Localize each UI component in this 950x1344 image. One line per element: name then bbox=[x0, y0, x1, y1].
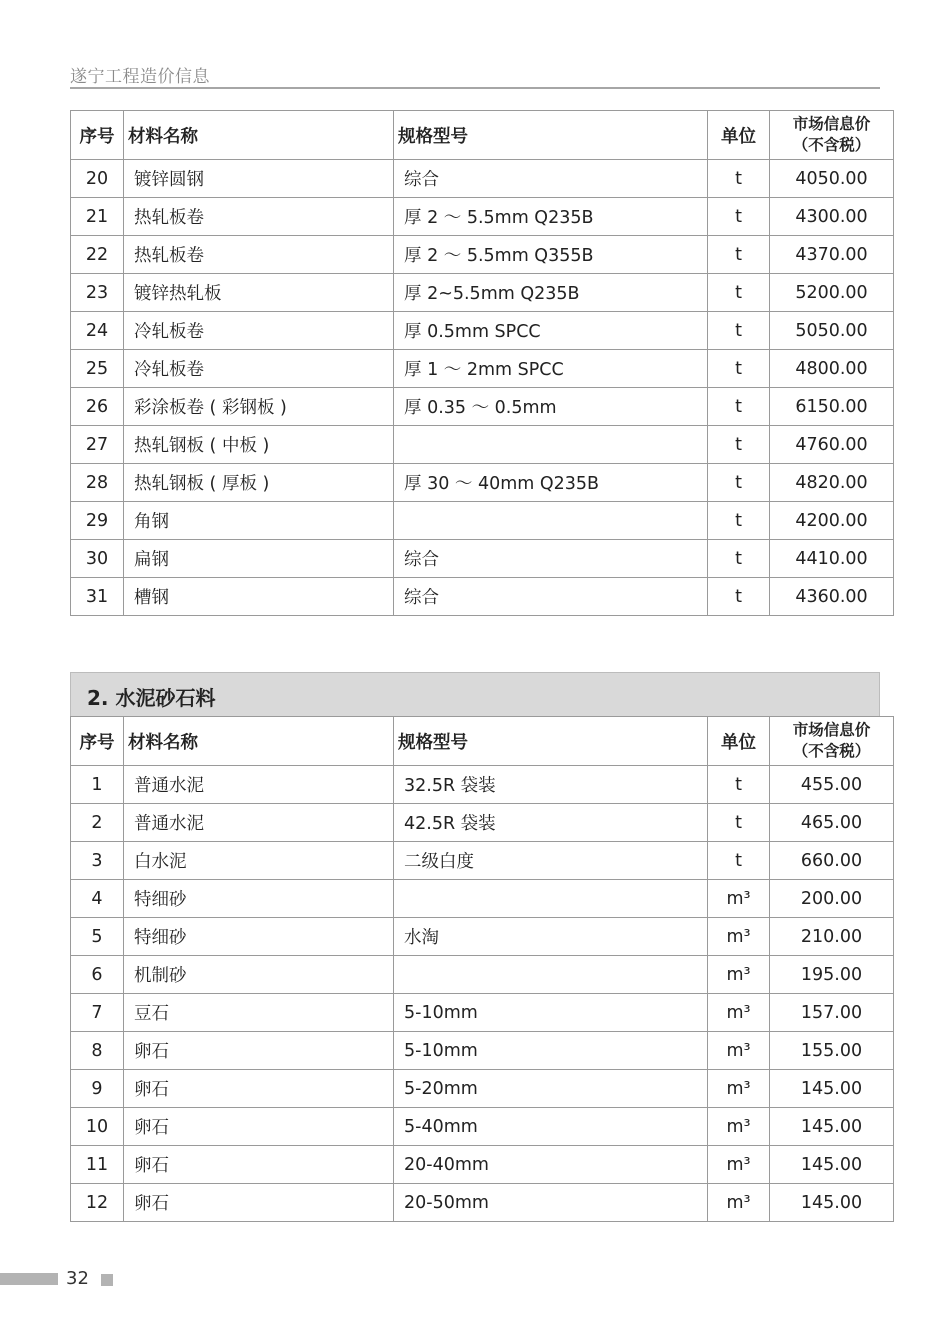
cell-material-name: 热轧板卷 bbox=[124, 198, 394, 236]
cell-spec: 20-40mm bbox=[394, 1146, 708, 1184]
cell-unit: m³ bbox=[708, 994, 770, 1032]
column-header-name: 材料名称 bbox=[124, 717, 394, 766]
cell-no: 7 bbox=[71, 994, 124, 1032]
cell-material-name: 冷轧板卷 bbox=[124, 350, 394, 388]
cell-spec bbox=[394, 502, 708, 540]
cell-material-name: 扁钢 bbox=[124, 540, 394, 578]
cell-no: 30 bbox=[71, 540, 124, 578]
cell-unit: m³ bbox=[708, 1032, 770, 1070]
column-header-spec: 规格型号 bbox=[394, 717, 708, 766]
cell-spec bbox=[394, 956, 708, 994]
table-header-row bbox=[71, 717, 894, 766]
table-row bbox=[71, 956, 894, 994]
table-row bbox=[71, 198, 894, 236]
cell-no: 12 bbox=[71, 1184, 124, 1222]
column-header-no: 序号 bbox=[71, 111, 124, 160]
cell-price: 4410.00 bbox=[770, 540, 894, 578]
table-row bbox=[71, 350, 894, 388]
cell-no: 21 bbox=[71, 198, 124, 236]
cell-no: 5 bbox=[71, 918, 124, 956]
table-row bbox=[71, 312, 894, 350]
cell-no: 24 bbox=[71, 312, 124, 350]
table-header-row bbox=[71, 111, 894, 160]
cell-no: 31 bbox=[71, 578, 124, 616]
cell-unit: m³ bbox=[708, 1108, 770, 1146]
cell-material-name: 普通水泥 bbox=[124, 804, 394, 842]
table-row bbox=[71, 842, 894, 880]
cell-material-name: 冷轧板卷 bbox=[124, 312, 394, 350]
cell-price: 455.00 bbox=[770, 766, 894, 804]
cell-unit: m³ bbox=[708, 918, 770, 956]
cell-material-name: 热轧板卷 bbox=[124, 236, 394, 274]
column-header-price bbox=[770, 717, 894, 766]
cell-spec: 厚 0.35 ～ 0.5mm bbox=[394, 388, 708, 426]
cell-spec: 厚 1 ～ 2mm SPCC bbox=[394, 350, 708, 388]
section-title: 2. 水泥砂石料 bbox=[87, 686, 216, 710]
cell-spec: 综合 bbox=[394, 540, 708, 578]
cell-spec bbox=[394, 880, 708, 918]
price-header-line1: 市场信息价 bbox=[792, 721, 871, 739]
cell-no: 22 bbox=[71, 236, 124, 274]
price-header-line2: （不含税） bbox=[792, 136, 871, 154]
table-row bbox=[71, 160, 894, 198]
cell-no: 23 bbox=[71, 274, 124, 312]
column-header-unit: 单位 bbox=[708, 717, 770, 766]
table-row bbox=[71, 1070, 894, 1108]
cement-aggregate-price-table bbox=[70, 716, 894, 1222]
cell-no: 8 bbox=[71, 1032, 124, 1070]
cell-spec: 厚 2~5.5mm Q235B bbox=[394, 274, 708, 312]
cell-unit: m³ bbox=[708, 956, 770, 994]
price-header-line2: （不含税） bbox=[792, 742, 871, 760]
cell-price: 660.00 bbox=[770, 842, 894, 880]
cell-no: 1 bbox=[71, 766, 124, 804]
cell-unit: t bbox=[708, 766, 770, 804]
table-row bbox=[71, 918, 894, 956]
cell-price: 5050.00 bbox=[770, 312, 894, 350]
cell-no: 11 bbox=[71, 1146, 124, 1184]
table-body bbox=[71, 160, 894, 616]
column-header-spec: 规格型号 bbox=[394, 111, 708, 160]
cell-no: 10 bbox=[71, 1108, 124, 1146]
table-row bbox=[71, 464, 894, 502]
cell-unit: t bbox=[708, 274, 770, 312]
cell-material-name: 镀锌圆钢 bbox=[124, 160, 394, 198]
cell-spec: 水淘 bbox=[394, 918, 708, 956]
cell-spec: 二级白度 bbox=[394, 842, 708, 880]
cell-unit: m³ bbox=[708, 1184, 770, 1222]
cell-unit: t bbox=[708, 312, 770, 350]
cell-unit: t bbox=[708, 464, 770, 502]
header-divider bbox=[70, 87, 880, 89]
cell-unit: t bbox=[708, 804, 770, 842]
table-row bbox=[71, 540, 894, 578]
cell-material-name: 镀锌热轧板 bbox=[124, 274, 394, 312]
cell-no: 25 bbox=[71, 350, 124, 388]
cell-no: 28 bbox=[71, 464, 124, 502]
table-row bbox=[71, 994, 894, 1032]
cell-unit: t bbox=[708, 426, 770, 464]
cell-price: 195.00 bbox=[770, 956, 894, 994]
cell-unit: t bbox=[708, 198, 770, 236]
table-row bbox=[71, 1032, 894, 1070]
cell-material-name: 普通水泥 bbox=[124, 766, 394, 804]
column-header-unit: 单位 bbox=[708, 111, 770, 160]
cell-unit: t bbox=[708, 350, 770, 388]
cell-material-name: 机制砂 bbox=[124, 956, 394, 994]
cell-unit: t bbox=[708, 842, 770, 880]
cell-price: 145.00 bbox=[770, 1070, 894, 1108]
table-row bbox=[71, 274, 894, 312]
cell-material-name: 卵石 bbox=[124, 1108, 394, 1146]
cell-material-name: 角钢 bbox=[124, 502, 394, 540]
cell-price: 4360.00 bbox=[770, 578, 894, 616]
steel-price-table bbox=[70, 110, 894, 616]
footer-decor-square bbox=[101, 1274, 113, 1286]
cell-material-name: 槽钢 bbox=[124, 578, 394, 616]
cell-material-name: 卵石 bbox=[124, 1146, 394, 1184]
cell-spec: 20-50mm bbox=[394, 1184, 708, 1222]
cell-spec: 5-20mm bbox=[394, 1070, 708, 1108]
page-number: 32 bbox=[66, 1268, 89, 1289]
cell-no: 26 bbox=[71, 388, 124, 426]
cell-spec: 厚 2 ～ 5.5mm Q235B bbox=[394, 198, 708, 236]
table-row bbox=[71, 804, 894, 842]
column-header-name: 材料名称 bbox=[124, 111, 394, 160]
cell-unit: t bbox=[708, 540, 770, 578]
cell-unit: m³ bbox=[708, 880, 770, 918]
cell-no: 4 bbox=[71, 880, 124, 918]
cell-unit: m³ bbox=[708, 1070, 770, 1108]
cell-unit: t bbox=[708, 578, 770, 616]
cell-price: 157.00 bbox=[770, 994, 894, 1032]
column-header-no: 序号 bbox=[71, 717, 124, 766]
cell-no: 6 bbox=[71, 956, 124, 994]
table-body bbox=[71, 766, 894, 1222]
table-row bbox=[71, 236, 894, 274]
table-row bbox=[71, 388, 894, 426]
cell-spec: 5-40mm bbox=[394, 1108, 708, 1146]
cell-price: 4800.00 bbox=[770, 350, 894, 388]
cell-no: 29 bbox=[71, 502, 124, 540]
cell-material-name: 热轧钢板 ( 中板 ) bbox=[124, 426, 394, 464]
cell-price: 145.00 bbox=[770, 1146, 894, 1184]
cell-material-name: 豆石 bbox=[124, 994, 394, 1032]
footer-decor-bar bbox=[0, 1273, 58, 1285]
cell-price: 155.00 bbox=[770, 1032, 894, 1070]
page-header-title: 遂宁工程造价信息 bbox=[70, 67, 210, 87]
cell-price: 6150.00 bbox=[770, 388, 894, 426]
table-row bbox=[71, 766, 894, 804]
cell-spec bbox=[394, 426, 708, 464]
cell-price: 5200.00 bbox=[770, 274, 894, 312]
cell-no: 2 bbox=[71, 804, 124, 842]
cell-price: 465.00 bbox=[770, 804, 894, 842]
cell-unit: m³ bbox=[708, 1146, 770, 1184]
cell-price: 4760.00 bbox=[770, 426, 894, 464]
cell-no: 20 bbox=[71, 160, 124, 198]
table-row bbox=[71, 1184, 894, 1222]
price-header-line1: 市场信息价 bbox=[792, 115, 871, 133]
cell-spec: 综合 bbox=[394, 578, 708, 616]
cell-spec: 42.5R 袋装 bbox=[394, 804, 708, 842]
cell-spec: 5-10mm bbox=[394, 994, 708, 1032]
cell-spec: 厚 0.5mm SPCC bbox=[394, 312, 708, 350]
cell-material-name: 卵石 bbox=[124, 1184, 394, 1222]
cell-material-name: 彩涂板卷 ( 彩钢板 ) bbox=[124, 388, 394, 426]
table-row bbox=[71, 880, 894, 918]
table-row bbox=[71, 502, 894, 540]
table-row bbox=[71, 426, 894, 464]
table-row bbox=[71, 578, 894, 616]
cell-material-name: 热轧钢板 ( 厚板 ) bbox=[124, 464, 394, 502]
cell-price: 4370.00 bbox=[770, 236, 894, 274]
column-header-price bbox=[770, 111, 894, 160]
cell-no: 9 bbox=[71, 1070, 124, 1108]
cell-price: 145.00 bbox=[770, 1108, 894, 1146]
cell-no: 3 bbox=[71, 842, 124, 880]
cell-spec: 厚 2 ～ 5.5mm Q355B bbox=[394, 236, 708, 274]
cell-spec: 5-10mm bbox=[394, 1032, 708, 1070]
cell-unit: t bbox=[708, 160, 770, 198]
cell-price: 4050.00 bbox=[770, 160, 894, 198]
section-header-cement bbox=[70, 672, 880, 716]
cell-price: 4200.00 bbox=[770, 502, 894, 540]
cell-unit: t bbox=[708, 388, 770, 426]
table-row bbox=[71, 1108, 894, 1146]
cell-price: 200.00 bbox=[770, 880, 894, 918]
cell-unit: t bbox=[708, 502, 770, 540]
cell-material-name: 特细砂 bbox=[124, 918, 394, 956]
cell-material-name: 卵石 bbox=[124, 1070, 394, 1108]
cell-unit: t bbox=[708, 236, 770, 274]
cell-spec: 厚 30 ～ 40mm Q235B bbox=[394, 464, 708, 502]
cell-no: 27 bbox=[71, 426, 124, 464]
cell-material-name: 白水泥 bbox=[124, 842, 394, 880]
cell-material-name: 特细砂 bbox=[124, 880, 394, 918]
cell-price: 210.00 bbox=[770, 918, 894, 956]
table-row bbox=[71, 1146, 894, 1184]
cell-spec: 32.5R 袋装 bbox=[394, 766, 708, 804]
cell-material-name: 卵石 bbox=[124, 1032, 394, 1070]
cell-price: 4300.00 bbox=[770, 198, 894, 236]
cell-spec: 综合 bbox=[394, 160, 708, 198]
cell-price: 4820.00 bbox=[770, 464, 894, 502]
cell-price: 145.00 bbox=[770, 1184, 894, 1222]
